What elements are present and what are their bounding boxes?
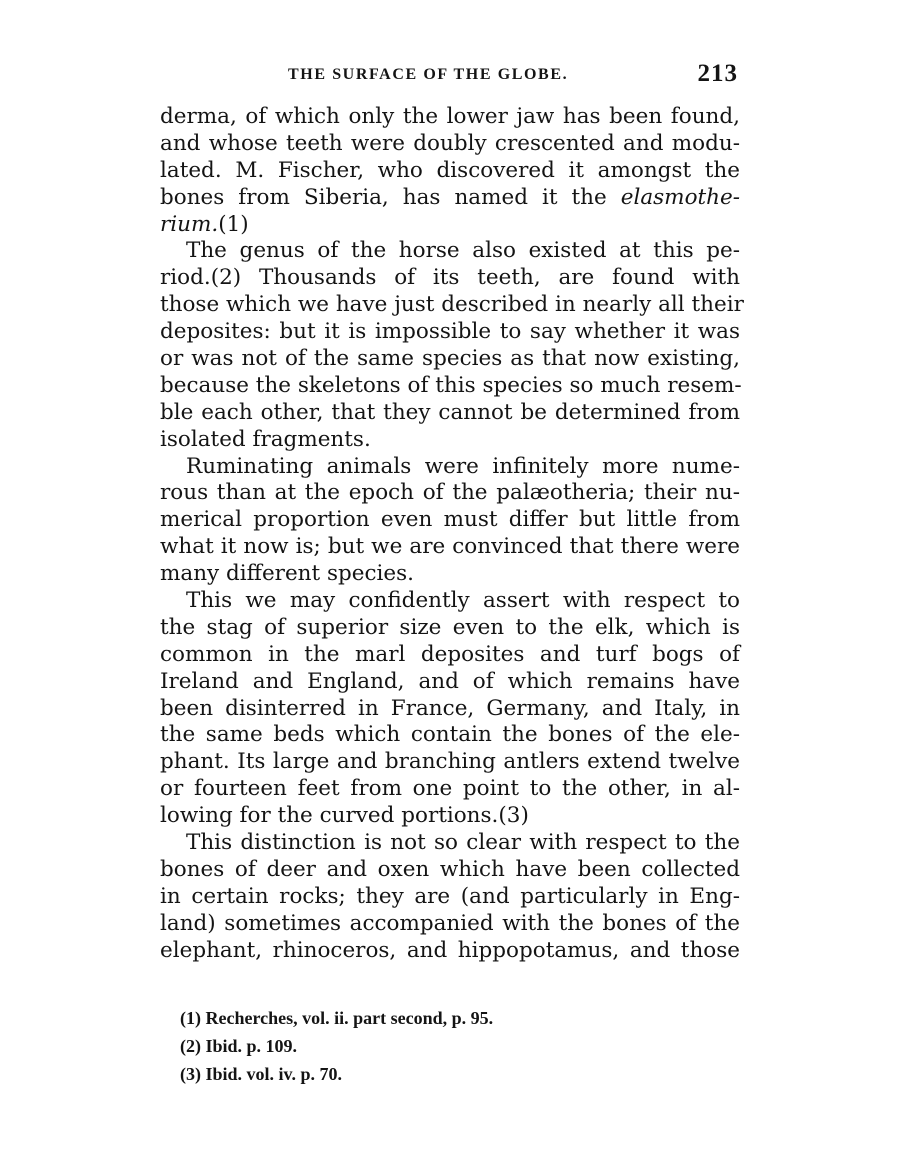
text-line: rous than at the epoch of the palæotheria; their nu- <box>160 480 740 506</box>
text-line: derma, of which only the lower jaw has been found, <box>160 104 740 129</box>
text-line: ble each other, that they cannot be determined from <box>160 399 740 425</box>
text-line: deposites: but it is impossible to say whether it was <box>160 319 740 345</box>
text-line: isolated fragments. <box>160 426 371 452</box>
text-line: common in the marl deposites and turf bogs of <box>160 641 740 667</box>
footnote-1: (1) Recherches, vol. ii. part second, p. 95. <box>180 1008 494 1028</box>
footnote-2: (2) Ibid. p. 109. <box>180 1036 298 1056</box>
page-number: 213 <box>697 60 738 87</box>
text-line: lowing for the curved portions.(3) <box>160 803 529 829</box>
text-line: the same beds which contain the bones of the ele- <box>160 722 740 748</box>
text-line: land) sometimes accompanied with the bones of the <box>160 910 740 936</box>
text-line: those which we have just described in nearly all their <box>160 292 744 318</box>
footnote-3: (3) Ibid. vol. iv. p. 70. <box>180 1064 343 1084</box>
text-line: because the skeletons of this species so much resem- <box>160 372 742 398</box>
body-text <box>160 104 744 965</box>
footnote-ref: (1) <box>218 211 249 237</box>
text-line: what it now is; but we are convinced that there were <box>160 534 740 560</box>
species-name-part: rium. <box>160 211 219 237</box>
page-header <box>160 58 740 92</box>
text-line <box>160 212 740 239</box>
species-name-part: elasmothe- <box>620 184 740 210</box>
paragraph-start-line: This distinction is not so clear with respect to the <box>186 830 740 856</box>
text-line: lated. M. Fischer, who discovered it amongst the <box>160 157 740 183</box>
paragraph-start-line: Ruminating animals were infinitely more nume- <box>186 453 740 479</box>
text-line: or was not of the same species as that now existing, <box>160 346 740 372</box>
text-line: or fourteen feet from one point to the other, in al- <box>160 776 740 802</box>
text-line: and whose teeth were doubly crescented and modu- <box>160 130 740 156</box>
text-line: elephant, rhinoceros, and hippopotamus, and those <box>160 937 740 963</box>
text-line: many different species. <box>160 561 415 587</box>
paragraph-start-line: This we may confidently assert with respect to <box>186 588 740 614</box>
text-line: the stag of superior size even to the elk, which is <box>160 614 740 640</box>
footnotes <box>180 1004 700 1088</box>
text-line <box>160 185 740 212</box>
running-title: THE SURFACE OF THE GLOBE. <box>288 66 569 83</box>
text-line: been disinterred in France, Germany, and Italy, in <box>160 695 740 721</box>
text-line: riod.(2) Thousands of its teeth, are found with <box>160 265 740 291</box>
paragraph-start-line: The genus of the horse also existed at this pe- <box>186 238 740 264</box>
text-line: in certain rocks; they are (and particularly in Eng- <box>160 883 740 909</box>
text-line: phant. Its large and branching antlers extend twelve <box>160 749 740 775</box>
text-line: Ireland and England, and of which remains have <box>160 668 740 694</box>
text-line: bones of deer and oxen which have been collected <box>160 856 740 882</box>
text-fragment: bones from Siberia, has named it the <box>160 184 607 210</box>
text-line: merical proportion even must differ but little from <box>160 507 740 533</box>
